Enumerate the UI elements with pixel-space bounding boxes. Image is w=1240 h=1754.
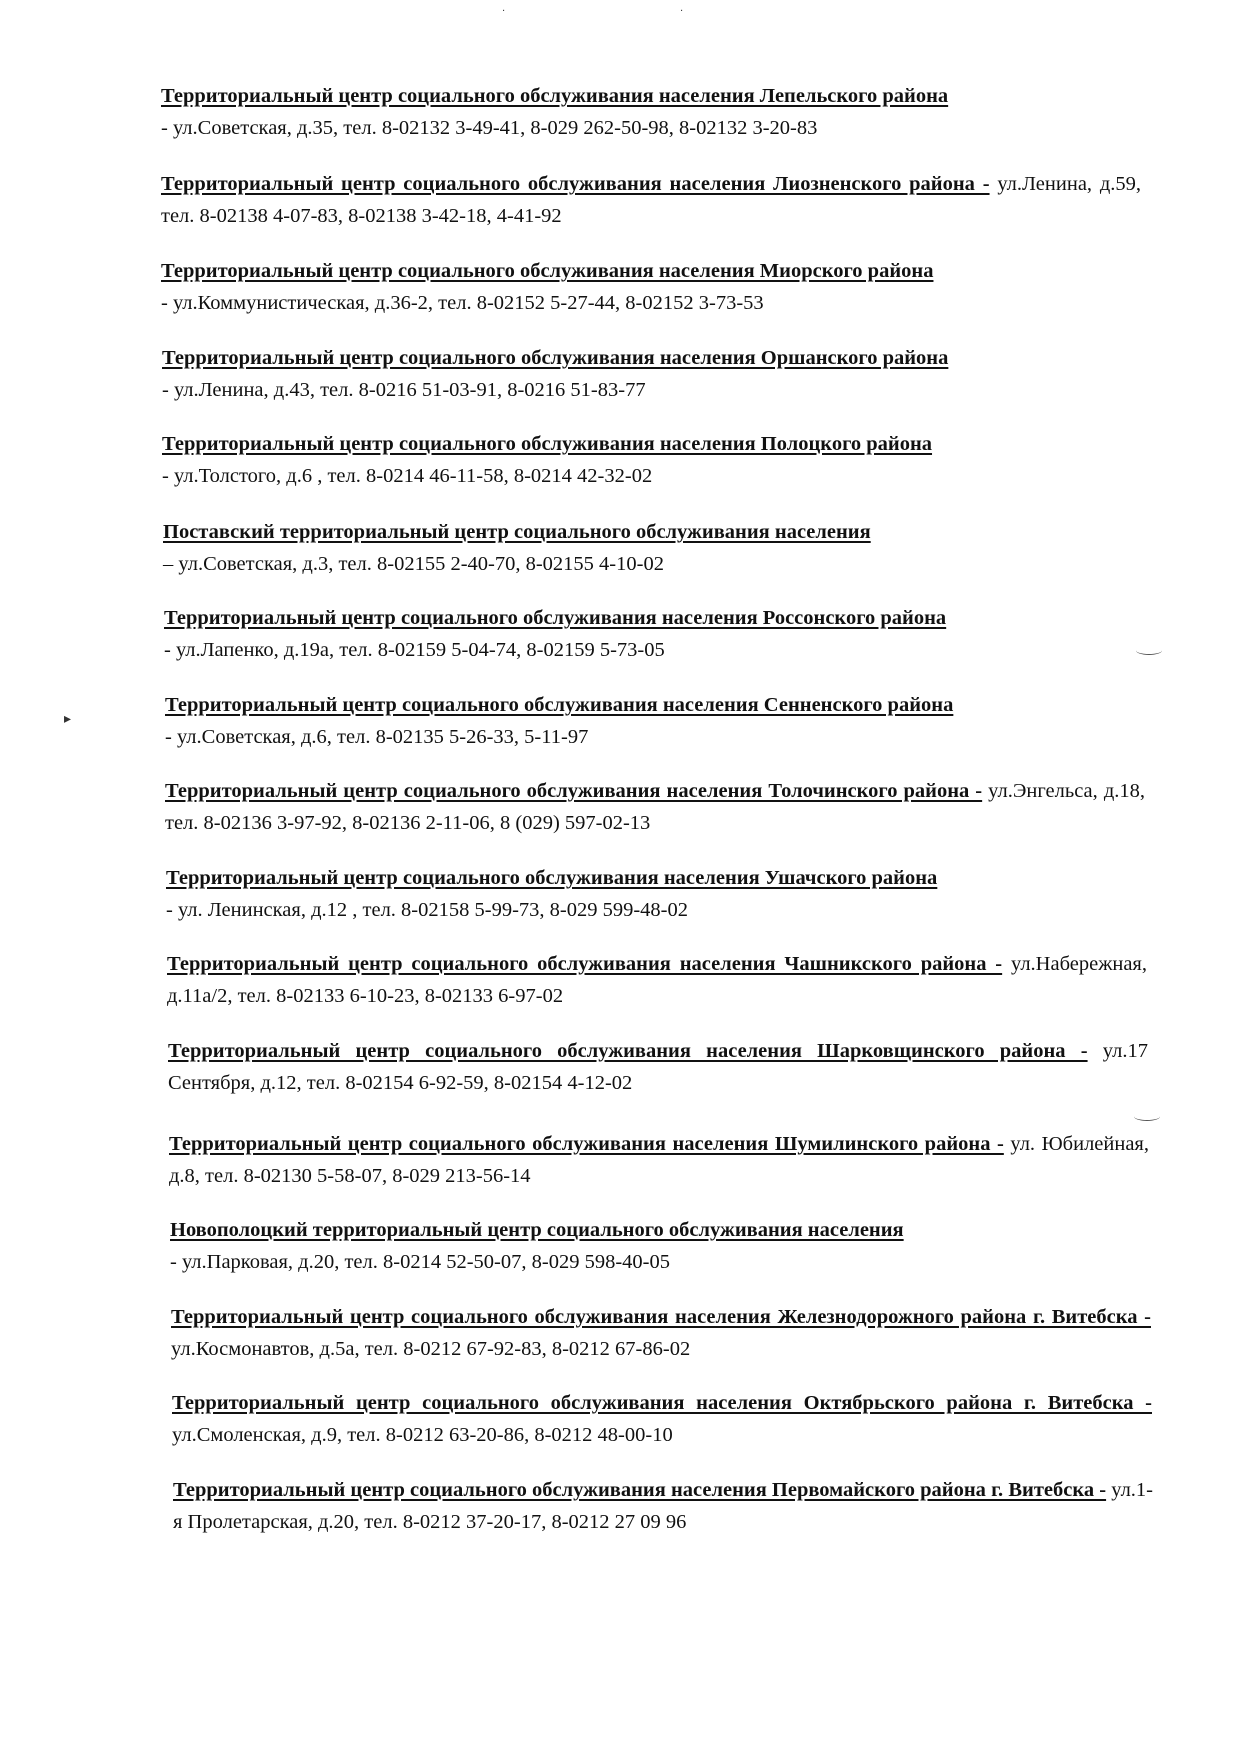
entry-address: ул.Космонавтов, д.5а, тел. 8-0212 67-92-83, 8-0212 67-86-02 bbox=[171, 1338, 691, 1360]
entry-heading: Территориальный центр социального обслуживания населения Шарковщинского района - bbox=[168, 1040, 1088, 1062]
entry-heading: Территориальный центр социального обслуживания населения Лиозненского района - bbox=[161, 173, 990, 195]
entry-address: - ул.Толстого, д.6 , тел. 8-0214 46-11-58, 8-0214 42-32-02 bbox=[162, 465, 653, 487]
entry-heading: Территориальный центр социального обслуживания населения Толочинского района - bbox=[165, 780, 983, 802]
entry-novopolotsk bbox=[170, 1214, 1150, 1278]
entry-address: ул.Ленина, д.59, тел. 8-02138 4-07-83, 8-02138 3-42-18, 4-41-92 bbox=[161, 173, 1142, 227]
entry-heading: Территориальный центр социального обслуживания населения Первомайского района г. Витебска - bbox=[173, 1479, 1107, 1501]
entry-rossony bbox=[164, 602, 1144, 666]
scan-smudge-mark bbox=[1136, 646, 1162, 655]
entry-heading: Территориальный центр социального обслуживания населения Оршанского района bbox=[162, 347, 949, 369]
entry-address: - ул.Советская, д.6, тел. 8-02135 5-26-33, 5-11-97 bbox=[165, 726, 589, 748]
entry-address: - ул.Парковая, д.20, тел. 8-0214 52-50-07, 8-029 598-40-05 bbox=[170, 1251, 670, 1273]
entry-address: - ул.Лапенко, д.19а, тел. 8-02159 5-04-74, 8-02159 5-73-05 bbox=[164, 639, 665, 661]
entry-heading: Территориальный центр социального обслуживания населения Полоцкого района bbox=[162, 433, 933, 455]
entry-chashniki bbox=[167, 948, 1147, 1012]
entry-lepel bbox=[161, 80, 1141, 144]
entry-heading: Территориальный центр социального обслуживания населения Сенненского района bbox=[165, 694, 954, 716]
entry-shumilino bbox=[169, 1128, 1149, 1192]
entry-heading: Территориальный центр социального обслуживания населения Чашникского района - bbox=[167, 953, 1003, 975]
entry-address: – ул.Советская, д.3, тел. 8-02155 2-40-70, 8-02155 4-10-02 bbox=[163, 553, 664, 575]
entry-address: ул.Смоленская, д.9, тел. 8-0212 63-20-86, 8-0212 48-00-10 bbox=[172, 1424, 673, 1446]
entry-liozno bbox=[161, 168, 1141, 232]
entry-address: ул.1-я Пролетарская, д.20, тел. 8-0212 37-20-17, 8-0212 27 09 96 bbox=[173, 1479, 1154, 1533]
entry-address: ул.Энгельса, д.18, тел. 8-02136 3-97-92, 8-02136 2-11-06, 8 (029) 597-02-13 bbox=[165, 780, 1145, 834]
entry-heading: Территориальный центр социального обслуживания населения Ушачского района bbox=[166, 867, 938, 889]
entry-postavy bbox=[163, 516, 1143, 580]
entry-address: ул. Юбилейная, д.8, тел. 8-02130 5-58-07, 8-029 213-56-14 bbox=[169, 1133, 1149, 1187]
entry-pervomaisky bbox=[173, 1474, 1153, 1538]
scan-dot-mark: · bbox=[680, 6, 684, 17]
entry-heading: Территориальный центр социального обслуживания населения Железнодорожного района г. Витебска - bbox=[171, 1306, 1151, 1328]
entry-address: - ул. Ленинская, д.12 , тел. 8-02158 5-99-73, 8-029 599-48-02 bbox=[166, 899, 689, 921]
entry-address: - ул.Советская, д.35, тел. 8-02132 3-49-41, 8-029 262-50-98, 8-02132 3-20-83 bbox=[161, 117, 818, 139]
entry-heading: Территориальный центр социального обслуживания населения Шумилинского района - bbox=[169, 1133, 1004, 1155]
entry-heading: Поставский территориальный центр социального обслуживания населения bbox=[163, 521, 871, 543]
entry-heading: Территориальный центр социального обслуживания населения Октябрьского района г. Витебска - bbox=[172, 1392, 1152, 1414]
entry-address: ул.17 Сентября, д.12, тел. 8-02154 6-92-59, 8-02154 4-12-02 bbox=[168, 1040, 1148, 1094]
entry-sharkovshchina bbox=[168, 1035, 1148, 1099]
entry-heading: Территориальный центр социального обслуживания населения Россонского района bbox=[164, 607, 947, 629]
scan-dot-mark: · bbox=[502, 6, 506, 17]
entry-heading: Новополоцкий территориальный центр социального обслуживания населения bbox=[170, 1219, 904, 1241]
entry-heading: Территориальный центр социального обслуживания населения Миорского района bbox=[161, 260, 934, 282]
entry-orsha bbox=[162, 342, 1142, 406]
entry-tolochin bbox=[165, 775, 1145, 839]
entry-zheleznodorozhny bbox=[171, 1301, 1151, 1365]
entry-miory bbox=[161, 255, 1141, 319]
entry-oktyabrsky bbox=[172, 1387, 1152, 1451]
scan-speck-mark: ▸ bbox=[64, 711, 72, 727]
entry-address: - ул.Коммунистическая, д.36-2, тел. 8-02152 5-27-44, 8-02152 3-73-53 bbox=[161, 292, 764, 314]
scan-smudge-mark bbox=[1134, 1112, 1160, 1121]
entry-senno bbox=[165, 689, 1145, 753]
entry-heading: Территориальный центр социального обслуживания населения Лепельского района bbox=[161, 85, 949, 107]
entry-address: ул.Набережная, д.11а/2, тел. 8-02133 6-10-23, 8-02133 6-97-02 bbox=[167, 953, 1147, 1007]
entry-polotsk bbox=[162, 428, 1142, 492]
entry-address: - ул.Ленина, д.43, тел. 8-0216 51-03-91, 8-0216 51-83-77 bbox=[162, 379, 646, 401]
entry-ushachi bbox=[166, 862, 1146, 926]
